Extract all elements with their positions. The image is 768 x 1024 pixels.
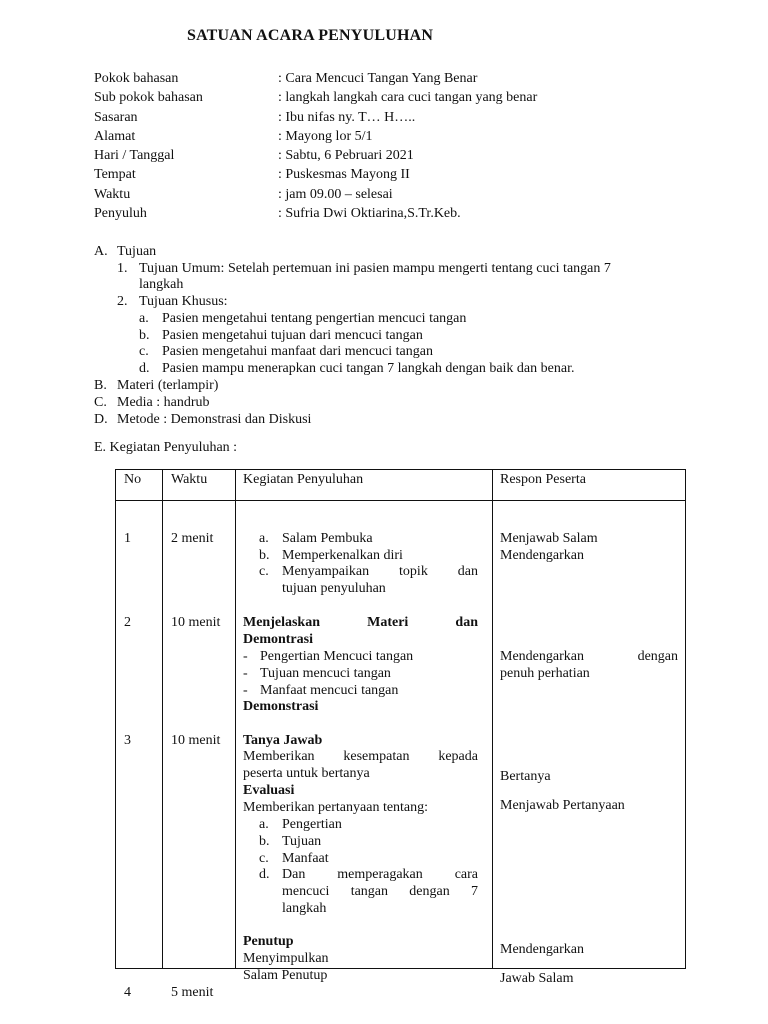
info-label: Alamat [94,129,136,144]
header-no: No [124,472,142,487]
info-value: : Ibu nifas ny. T… H….. [278,110,416,125]
activity-item: Pengertian Mencuci tangan [260,649,414,664]
response-text: Jawab Salam [500,971,574,986]
list-marker: 1. [117,261,128,276]
activity-item: Manfaat mencuci tangan [260,683,399,698]
word: memperagakan [337,867,423,882]
section-marker: D. [94,412,108,427]
word: 7 [470,884,478,899]
word: topik [399,564,428,579]
section-marker: C. [94,395,107,410]
tujuan-umum-line1 [139,261,676,277]
response-text: Menjawab Pertanyaan [500,798,625,813]
activity-item: Menyimpulkan [243,951,329,966]
tanya-jawab-text-cont: peserta untuk bertanya [243,766,370,781]
list-marker: d. [259,867,270,882]
list-marker: a. [139,311,149,326]
word: Dan [282,867,306,882]
activity-item: Tujuan mencuci tangan [260,666,391,681]
list-item: Pasien mengetahui tentang pengertian mencuci tangan [162,311,467,326]
activity-item: Pengertian [282,817,342,832]
info-label: Penyuluh [94,206,147,221]
section-c-label: Media : handrub [117,395,210,410]
page-title: SATUAN ACARA PENYULUHAN [187,27,434,44]
header-cell [163,470,236,501]
activity-item-cont: tujuan penyuluhan [282,581,386,596]
tujuan-khusus-label: Tujuan Khusus: [139,294,228,309]
activity-item: Manfaat [282,851,329,866]
kegiatan-table [115,469,686,1000]
list-item: Pasien mengetahui tujuan dari mencuci tangan [162,328,423,343]
waktu-cell [163,501,236,1000]
evaluasi-text: Memberikan pertanyaan tentang: [243,800,429,815]
row-duration: 5 menit [171,985,214,1000]
response-text: Menjawab Salam [500,531,598,546]
list-marker: b. [259,548,270,563]
list-marker: c. [139,344,149,359]
row-duration: 2 menit [171,531,214,546]
list-marker: b. [259,834,270,849]
word: kesempatan [343,749,410,764]
response-text: Mendengarkan [500,942,584,957]
table-header-row [116,470,686,501]
word: dan [457,564,478,579]
response-text [500,649,678,665]
kegiatan-cell [236,501,493,983]
list-marker: 2. [117,294,128,309]
word: Menjelaskan [243,615,320,630]
word: Memberikan [243,749,315,764]
tanya-jawab-text [243,749,478,765]
word: mencuci [282,884,330,899]
word: dengan [637,649,678,664]
info-label: Sub pokok bahasan [94,90,203,105]
activity-item-cont [282,884,478,900]
row-number: 3 [124,733,131,748]
info-value: : Sufria Dwi Oktiarina,S.Tr.Keb. [278,206,461,221]
list-marker: c. [259,851,269,866]
table-body-row [116,501,686,969]
respon-cell [493,501,686,986]
info-value: : langkah langkah cara cuci tangan yang benar [278,90,538,105]
response-text: Bertanya [500,769,551,784]
demonstrasi-heading: Demonstrasi [243,699,319,714]
dash-marker: - [243,683,248,698]
word: tangan [350,884,389,899]
activity-item [282,867,478,883]
activity-item [282,564,478,580]
activity-item: Memperkenalkan diri [282,548,403,563]
dash-marker: - [243,649,248,664]
list-marker: d. [139,361,150,376]
penutup-heading: Penutup [243,934,294,949]
info-value: : Sabtu, 6 Pebruari 2021 [278,148,414,163]
word: dan [455,615,478,630]
row-number: 4 [124,985,131,1000]
activity-item: Tujuan [282,834,322,849]
info-label: Tempat [94,167,136,182]
header-kegiatan: Kegiatan Penyuluhan [243,472,364,487]
header-cell [116,470,163,501]
info-label: Sasaran [94,110,138,125]
header-cell [236,470,493,501]
activity-item-cont: langkah [282,901,327,916]
section-marker: B. [94,378,107,393]
activity-item: Salam Pembuka [282,531,373,546]
response-text: Mendengarkan [500,548,584,563]
header-respon: Respon Peserta [500,472,586,487]
tanya-jawab-heading: Tanya Jawab [243,733,323,748]
info-value: : Cara Mencuci Tangan Yang Benar [278,71,478,86]
info-value: : Puskesmas Mayong II [278,167,410,182]
word: Mendengarkan [500,649,584,664]
word: dengan [409,884,450,899]
section-a-label: Tujuan [117,244,157,259]
materi-heading [243,615,478,631]
section-d-label: Metode : Demonstrasi dan Diskusi [117,412,312,427]
row-number: 2 [124,615,131,630]
dash-marker: - [243,666,248,681]
no-cell [116,501,163,1000]
header-waktu: Waktu [171,472,208,487]
response-text-cont: penuh perhatian [500,666,590,681]
word: Materi [367,615,409,630]
word: cara [454,867,478,882]
info-label: Hari / Tanggal [94,148,175,163]
row-number: 1 [124,531,131,546]
tujuan-umum-text: Tujuan Umum: Setelah pertemuan ini pasien mampu mengerti tentang cuci tangan 7 [139,261,611,276]
evaluasi-heading: Evaluasi [243,783,295,798]
list-marker: b. [139,328,150,343]
word: kepada [438,749,478,764]
list-marker: a. [259,817,269,832]
activity-item: Salam Penutup [243,968,328,983]
info-label: Pokok bahasan [94,71,179,86]
row-duration: 10 menit [171,615,221,630]
header-cell [493,470,686,501]
list-marker: c. [259,564,269,579]
info-value: : jam 09.00 – selesai [278,187,393,202]
list-item: Pasien mengetahui manfaat dari mencuci tangan [162,344,433,359]
tujuan-umum-line2: langkah [139,277,184,292]
word: Menyampaikan [282,564,370,579]
row-duration: 10 menit [171,733,221,748]
list-item: Pasien mampu menerapkan cuci tangan 7 langkah dengan baik dan benar. [162,361,575,376]
list-marker: a. [259,531,269,546]
info-value: : Mayong lor 5/1 [278,129,373,144]
materi-heading-cont: Demontrasi [243,632,313,647]
section-marker: A. [94,244,108,259]
info-label: Waktu [94,187,131,202]
section-b-label: Materi (terlampir) [117,378,219,393]
section-e-label: E. Kegiatan Penyuluhan : [94,440,238,455]
